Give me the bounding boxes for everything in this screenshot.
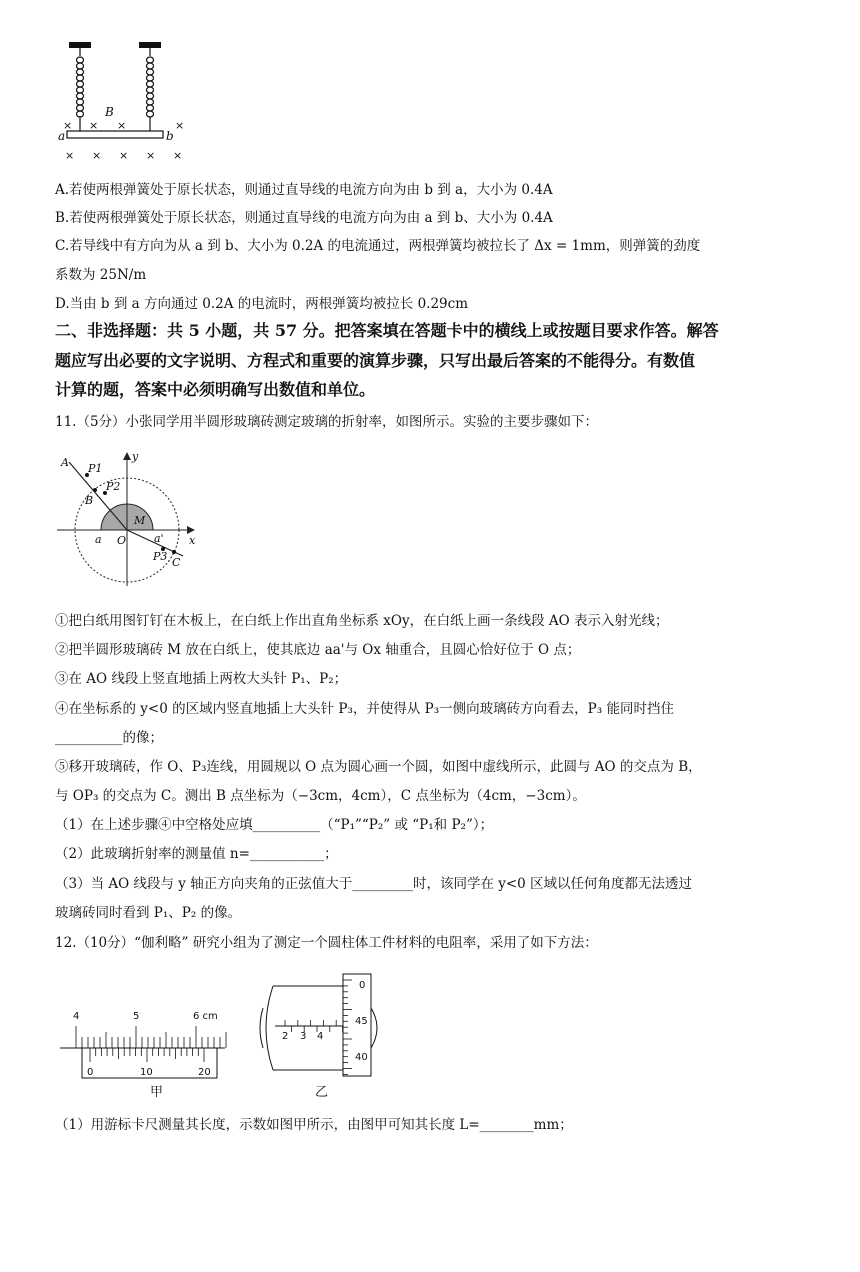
cross: × bbox=[119, 149, 129, 162]
q11-step2: ②把半圆形玻璃砖 M 放在白纸上，使其底边 aa'与 Ox 轴重合，且圆心恰好位于 O 点； bbox=[55, 642, 581, 658]
cross: × bbox=[117, 119, 127, 132]
label-b: b bbox=[166, 129, 174, 143]
q11-step1: ①把白纸用图钉钉在木板上，在白纸上作出直角坐标系 xOy，在白纸上画一条线段 AO 表示入射光线； bbox=[55, 613, 669, 629]
sleeve-3: 3 bbox=[300, 1031, 307, 1042]
label-C: C bbox=[172, 556, 181, 569]
option-a: A.若使两根弹簧处于原长状态，则通过直导线的电流方向为由 b 到 a，大小为 0.4A bbox=[55, 182, 553, 198]
main-scale-5: 5 bbox=[133, 1011, 140, 1022]
section-heading: 二、非选择题：共 5 小题，共 57 分。把答案填在答题卡中的横线上或按题目要求作答。解答 bbox=[55, 321, 719, 340]
label-P2: P2 bbox=[106, 480, 121, 493]
main-scale-6: 6 cm bbox=[193, 1011, 218, 1022]
caliper-caption: 甲 bbox=[150, 1085, 164, 1098]
label-P1: P1 bbox=[88, 462, 103, 475]
q11-step5-cont: 与 OP₃ 的交点为 C。测出 B 点坐标为（−3cm，4cm），C 点坐标为（4cm，−3cm）。 bbox=[55, 788, 586, 804]
caliper-figure bbox=[60, 1008, 230, 1098]
main-scale-4: 4 bbox=[73, 1011, 80, 1022]
option-b: B.若使两根弹簧处于原长状态，则通过直导线的电流方向为由 a 到 b、大小为 0.4A bbox=[55, 210, 553, 226]
sleeve-4: 4 bbox=[317, 1031, 324, 1042]
q11-part2: （2）此玻璃折射率的测量值 n=___________； bbox=[55, 846, 338, 862]
q11-step4-cont: __________的像； bbox=[55, 730, 163, 746]
section-heading-cont: 计算的题，答案中必须明确写出数值和单位。 bbox=[55, 380, 376, 399]
label-y: y bbox=[132, 450, 139, 463]
thimble-45: 45 bbox=[355, 1016, 368, 1027]
label-a-prime: a' bbox=[154, 532, 164, 545]
cross: × bbox=[63, 119, 73, 132]
q11-part3: （3）当 AO 线段与 y 轴正方向夹角的正弦值大于_________时，该同学在 y<0 区域以任何角度都无法透过 bbox=[55, 876, 693, 892]
micrometer-caption: 乙 bbox=[315, 1085, 329, 1100]
cross: × bbox=[92, 149, 102, 162]
q12-intro: 12.（10分）“伽利略” 研究小组为了测定一个圆柱体工件材料的电阻率，采用了如下方法： bbox=[55, 935, 598, 951]
vernier-10: 10 bbox=[140, 1067, 153, 1078]
q12-part1: （1）用游标卡尺测量其长度，示数如图甲所示，由图甲可知其长度 L=________mm； bbox=[55, 1117, 573, 1133]
label-x: x bbox=[189, 534, 196, 547]
cross: × bbox=[175, 119, 185, 132]
cross: × bbox=[173, 149, 183, 162]
cross: × bbox=[65, 149, 75, 162]
q11-step5: ⑤移开玻璃砖，作 O、P₃连线，用圆规以 O 点为圆心画一个圆，如图中虚线所示，此圆与 AO 的交点为 B， bbox=[55, 759, 702, 775]
label-A: A bbox=[61, 456, 69, 469]
q11-step3: ③在 AO 线段上竖直地插上两枚大头针 P₁、P₂； bbox=[55, 671, 348, 687]
cross: × bbox=[146, 149, 156, 162]
label-B: B bbox=[85, 494, 94, 507]
label-M: M bbox=[134, 514, 146, 527]
label-a: a bbox=[58, 129, 66, 143]
section-heading-cont: 题应写出必要的文字说明、方程式和重要的演算步骤，只写出最后答案的不能得分。有数值 bbox=[55, 351, 696, 370]
label-B: B bbox=[105, 105, 114, 119]
option-c-cont: 系数为 25N/m bbox=[55, 267, 147, 283]
micrometer-figure bbox=[255, 966, 405, 1100]
label-a: a bbox=[95, 533, 102, 546]
q11-step4: ④在坐标系的 y<0 的区域内竖直地插上大头针 P₃，并使得从 P₃一侧向玻璃砖方向看去，P₃ 能同时挡住 bbox=[55, 701, 674, 717]
q11-part3-cont: 玻璃砖同时看到 P₁、P₂ 的像。 bbox=[55, 905, 242, 921]
glass-figure bbox=[55, 448, 205, 593]
q11-part1: （1）在上述步骤④中空格处应填__________（“P₁”“P₂” 或 “P₁和 P₂”）； bbox=[55, 817, 494, 833]
cross: × bbox=[89, 119, 99, 132]
thimble-40: 40 bbox=[355, 1052, 368, 1063]
label-P3: P3 bbox=[153, 550, 168, 563]
label-O: O bbox=[117, 534, 127, 547]
vernier-0: 0 bbox=[87, 1067, 94, 1078]
option-c: C.若导线中有方向为从 a 到 b、大小为 0.2A 的电流通过，两根弹簧均被拉长了 Δx = 1mm，则弹簧的劲度 bbox=[55, 238, 701, 254]
q11-intro: 11.（5分）小张同学用半圆形玻璃砖测定玻璃的折射率，如图所示。实验的主要步骤如下： bbox=[55, 414, 599, 430]
option-d: D.当由 b 到 a 方向通过 0.2A 的电流时，两根弹簧均被拉长 0.29cm bbox=[55, 296, 469, 312]
spring-figure bbox=[55, 38, 195, 168]
thimble-0: 0 bbox=[359, 980, 366, 991]
sleeve-2: 2 bbox=[282, 1031, 289, 1042]
vernier-20: 20 bbox=[198, 1067, 211, 1078]
